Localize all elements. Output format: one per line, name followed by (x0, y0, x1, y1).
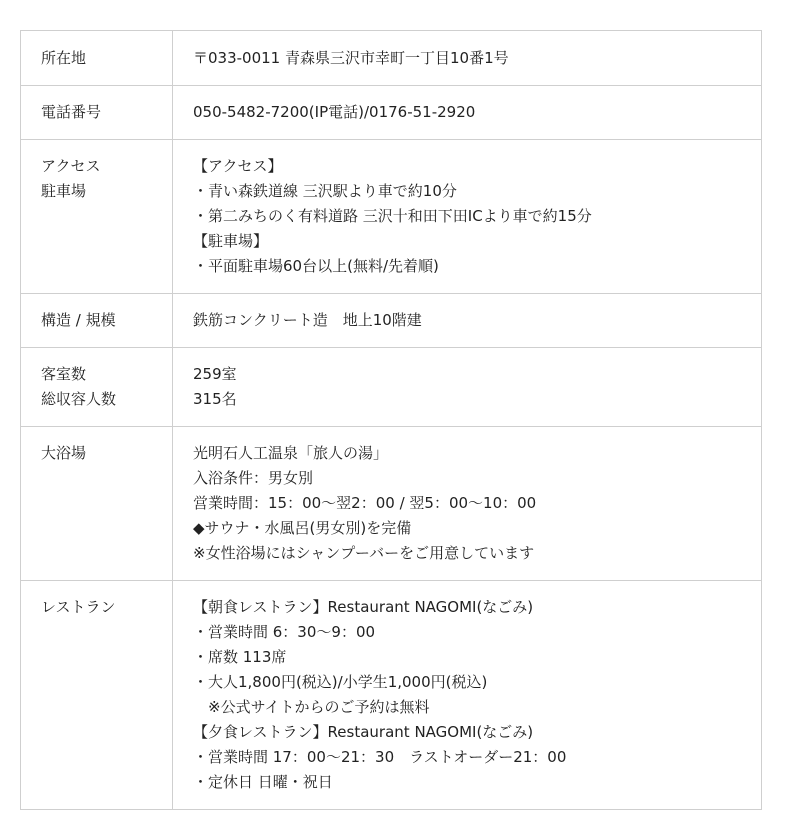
row-label-cell (21, 140, 173, 294)
row-value-line: 【駐車場】 (193, 232, 269, 250)
row-label-cell (21, 427, 173, 581)
row-label-cell (21, 581, 173, 810)
row-value-line: 315名 (193, 390, 237, 408)
row-label: レストラン (41, 598, 116, 616)
row-value-line: 【夕食レストラン】Restaurant NAGOMI(なごみ) (193, 723, 534, 741)
row-value-line: ・第二みちのく有料道路 三沢十和田下田ICより車で約15分 (193, 207, 592, 225)
row-value-line: 鉄筋コンクリート造 地上10階建 (193, 311, 422, 329)
info-row-rooms (21, 348, 762, 427)
row-value-line: ◆サウナ・水風呂(男女別)を完備 (193, 519, 412, 537)
row-value-line: ・大人1,800円(税込)/小学生1,000円(税込) (193, 673, 488, 691)
row-value-line: 【朝食レストラン】Restaurant NAGOMI(なごみ) (193, 598, 534, 616)
info-row-bath (21, 427, 762, 581)
row-label: 総収容人数 (41, 390, 117, 408)
row-value-line: ・席数 113席 (193, 648, 287, 666)
row-label: 電話番号 (41, 103, 102, 121)
row-label: 客室数 (41, 365, 87, 383)
row-value-line: 259室 (193, 365, 237, 383)
row-value-cell (173, 427, 762, 581)
row-value-line: ・営業時間 17：00〜21：30 ラストオーダー21：00 (193, 748, 567, 766)
info-row-address (21, 31, 762, 86)
row-value-line: 営業時間：15：00〜翌2：00 / 翌5：00〜10：00 (193, 494, 537, 512)
row-value-line: ・平面駐車場60台以上(無料/先着順) (193, 257, 439, 275)
hotel-info-table (20, 30, 762, 810)
row-value-line: 050-5482-7200(IP電話)/0176-51-2920 (193, 103, 476, 121)
row-value-line: ・営業時間 6：30〜9：00 (193, 623, 376, 641)
row-label: 大浴場 (41, 444, 87, 462)
row-value-line: ※女性浴場にはシャンプーバーをご用意しています (193, 544, 535, 562)
row-value-cell (173, 581, 762, 810)
row-value-cell (173, 86, 762, 140)
row-label: 構造 / 規模 (41, 311, 116, 329)
row-value-cell (173, 294, 762, 348)
info-row-access (21, 140, 762, 294)
row-value-line: 光明石人工温泉「旅人の湯」 (193, 444, 389, 462)
row-value-line: 【アクセス】 (193, 157, 283, 175)
row-label-cell (21, 294, 173, 348)
row-value-line: 入浴条件：男女別 (193, 469, 314, 487)
info-row-restaurant (21, 581, 762, 810)
row-value-cell (173, 140, 762, 294)
row-value-line: 〒033-0011 青森県三沢市幸町一丁目10番1号 (193, 49, 509, 67)
row-label: アクセス (41, 157, 101, 175)
info-row-structure (21, 294, 762, 348)
row-label: 所在地 (41, 49, 87, 67)
row-value-line: ※公式サイトからのご予約は無料 (193, 698, 430, 716)
row-value-line: ・定休日 日曜・祝日 (193, 773, 333, 791)
info-row-phone (21, 86, 762, 140)
row-value-cell (173, 31, 762, 86)
row-label-cell (21, 31, 173, 86)
row-label-cell (21, 86, 173, 140)
row-label-cell (21, 348, 173, 427)
row-value-cell (173, 348, 762, 427)
row-value-line: ・青い森鉄道線 三沢駅より車で約10分 (193, 182, 457, 200)
row-label: 駐車場 (41, 182, 87, 200)
